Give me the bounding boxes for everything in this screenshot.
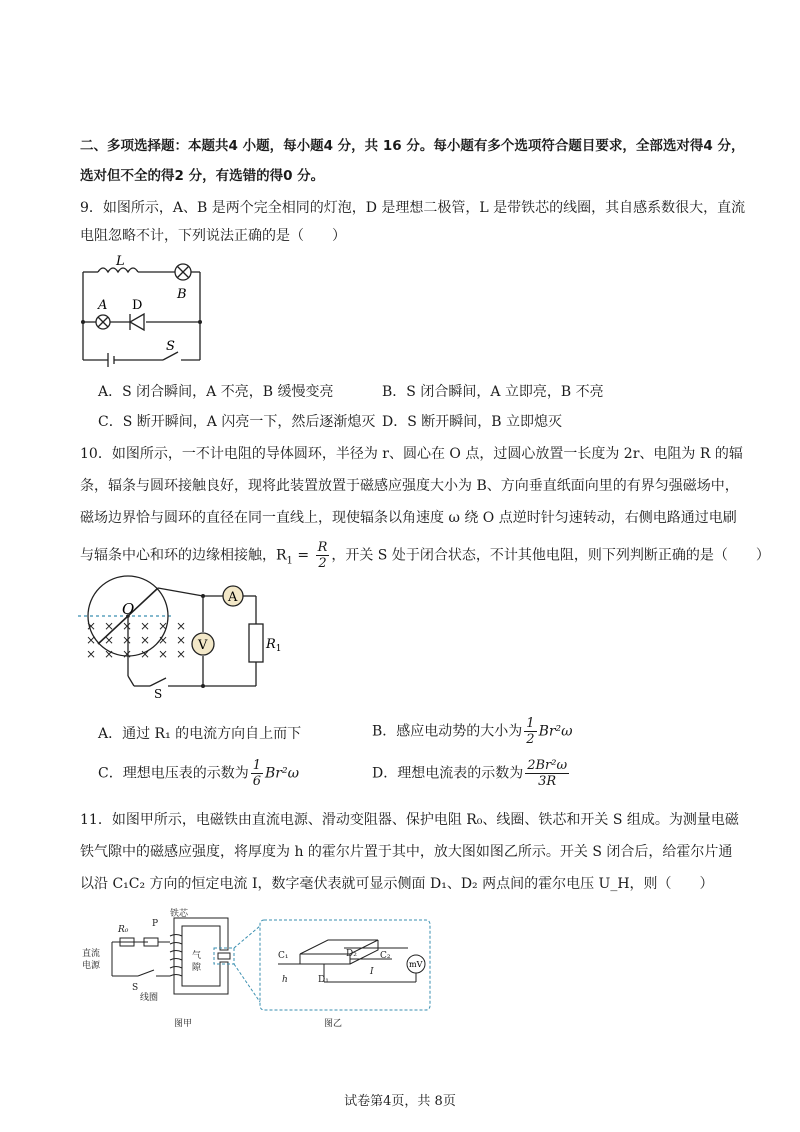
label-dianyuan: 电源 [82, 961, 101, 971]
field-cross: × [122, 647, 133, 661]
field-cross: × [176, 647, 187, 661]
frac-den: 6 [252, 774, 261, 789]
field-cross: × [158, 619, 169, 633]
opt-b-post: Br²ω [538, 723, 573, 740]
field-cross: × [104, 619, 115, 633]
label-d1: D₁ [318, 975, 329, 985]
q10-option-b[interactable] [372, 716, 573, 747]
q9-text-line1: 9．如图所示，A、B 是两个完全相同的灯泡，D 是理想二极管，L 是带铁芯的线圈，其自感系数很大，直流 [80, 200, 746, 216]
q11-electromagnet-diagram [78, 906, 448, 1034]
label-d2: D₂ [346, 949, 357, 959]
q9-option-b[interactable]: B．S 闭合瞬间，A 立即亮，B 不亮 [382, 384, 604, 400]
opt-c-pre: C．理想电压表的示数为 [98, 765, 249, 782]
q10-line4-eq: = [292, 547, 314, 564]
label-s: S [166, 339, 175, 354]
frac-num: R [317, 540, 328, 555]
opt-d-frac [525, 758, 569, 789]
frac-num: 1 [252, 758, 261, 773]
q9-option-a[interactable]: A．S 闭合瞬间，A 不亮，B 缓慢变亮 [98, 384, 334, 400]
field-cross: × [86, 619, 97, 633]
label-tiexin: 铁芯 [170, 909, 189, 919]
q10-text-line1: 10．如图所示，一不计电阻的导体圆环，半径为 r、圆心在 O 点，过圆心放置一长度为 2r、电阻为 R 的辐 [80, 446, 743, 462]
q11-text-line2: 铁气隙中的磁感应强度，将厚度为 h 的霍尔片置于其中，放大图如图乙所示。开关 S 闭合后，给霍尔片通 [80, 844, 733, 860]
opt-b-frac [524, 716, 536, 747]
field-cross: × [158, 647, 169, 661]
label-xianquan: 线圈 [140, 993, 159, 1003]
q9-circuit-diagram [78, 254, 208, 366]
field-cross: × [140, 619, 151, 633]
label-r1: $R_1$ [266, 637, 282, 654]
label-r0: R₀ [118, 925, 129, 935]
q10-option-a[interactable]: A．通过 R₁ 的电流方向自上而下 [98, 726, 302, 742]
voltmeter-label: V [198, 638, 208, 653]
page-footer: 试卷第4页，共 8页 [344, 1094, 456, 1109]
label-p: P [152, 919, 159, 929]
label-b: B [177, 287, 187, 302]
section-title-line1: 二、多项选择题：本题共4 小题，每小题4 分，共 16 分。每小题有多个选项符合题目要求，全部选对得4 分， [80, 138, 745, 154]
label-qi: 气 [192, 951, 202, 961]
field-cross: × [122, 619, 133, 633]
millivoltmeter-icon [407, 955, 425, 973]
q9-text-line2: 电阻忽略不计，下列说法正确的是（ ） [80, 228, 346, 244]
ammeter-icon [223, 586, 243, 606]
label-s11: S [132, 983, 139, 993]
field-cross: × [140, 647, 151, 661]
frac-num: 2Br²ω [527, 758, 568, 773]
label-c2: C₂ [380, 951, 391, 961]
field-cross: × [86, 633, 97, 647]
label-s10: S [154, 687, 163, 701]
field-cross: × [176, 633, 187, 647]
q10-option-c[interactable] [98, 758, 299, 789]
label-xi: 隙 [192, 963, 202, 973]
opt-d-pre: D．理想电流表的示数为 [372, 765, 524, 782]
frac-den: 3R [538, 774, 557, 789]
ammeter-label: A [228, 590, 238, 605]
q9-option-c[interactable]: C．S 断开瞬间，A 闪亮一下，然后逐渐熄灭 [98, 414, 376, 430]
field-cross: × [104, 633, 115, 647]
field-cross: × [104, 647, 115, 661]
label-o: O [122, 600, 135, 618]
q10-line4-a: 与辐条中心和环的边缘相接触，R [80, 547, 287, 564]
label-c1: C₁ [278, 951, 289, 961]
field-cross: × [86, 647, 97, 661]
q11-text-line1: 11．如图甲所示，电磁铁由直流电源、滑动变阻器、保护电阻 R₀、线圈、铁芯和开关 S 组成。为测量电磁 [80, 812, 739, 828]
section-title-line2: 选对但不全的得2 分，有选错的得0 分。 [80, 168, 325, 184]
lamp-a-icon [96, 315, 110, 329]
q10-r-over-2 [316, 540, 330, 571]
frac-num: 1 [526, 716, 535, 731]
label-jia: 图甲 [174, 1019, 193, 1029]
q10-text-line3: 磁场边界恰与圆环的直径在同一直线上，现使辐条以角速度 ω 绕 O 点逆时针匀速转动，右侧电路通过电刷 [80, 510, 737, 526]
opt-c-frac [251, 758, 263, 789]
q10-text-line4 [80, 540, 770, 571]
opt-b-pre: B．感应电动势的大小为 [372, 723, 523, 740]
q10-circuit-diagram [78, 576, 282, 701]
field-cross: × [140, 633, 151, 647]
q10-text-line2: 条，辐条与圆环接触良好，现将此装置放置于磁感应强度大小为 B、方向垂直纸面向里的有界匀强磁场中， [80, 478, 739, 494]
q9-option-d[interactable]: D．S 断开瞬间，B 立即熄灭 [382, 414, 563, 430]
q10-line4-b: ，开关 S 处于闭合状态，不计其他电阻，则下列判断正确的是（ ） [331, 547, 770, 564]
q11-text-line3: 以沿 C₁C₂ 方向的恒定电流 I，数字毫伏表就可显示侧面 D₁、D₂ 两点间的霍尔电压 U_H，则（ ） [80, 876, 714, 892]
voltmeter-icon [192, 633, 214, 655]
field-cross: × [122, 633, 133, 647]
q10-option-d[interactable] [372, 758, 571, 789]
label-d: D [132, 298, 143, 313]
label-a: A [98, 298, 108, 313]
q10-line4-sub: 1 [286, 555, 293, 567]
field-cross: × [158, 633, 169, 647]
field-cross: × [176, 619, 187, 633]
label-h: h [282, 975, 288, 985]
frac-den: 2 [526, 732, 535, 747]
label-l: L [116, 254, 125, 269]
label-i: I [370, 967, 374, 977]
label-zhiliu: 直流 [82, 949, 101, 959]
opt-c-post: Br²ω [265, 765, 300, 782]
lamp-b-icon [175, 264, 191, 280]
frac-den: 2 [318, 556, 327, 571]
label-yi: 图乙 [324, 1019, 343, 1029]
mv-label: mV [409, 960, 423, 969]
